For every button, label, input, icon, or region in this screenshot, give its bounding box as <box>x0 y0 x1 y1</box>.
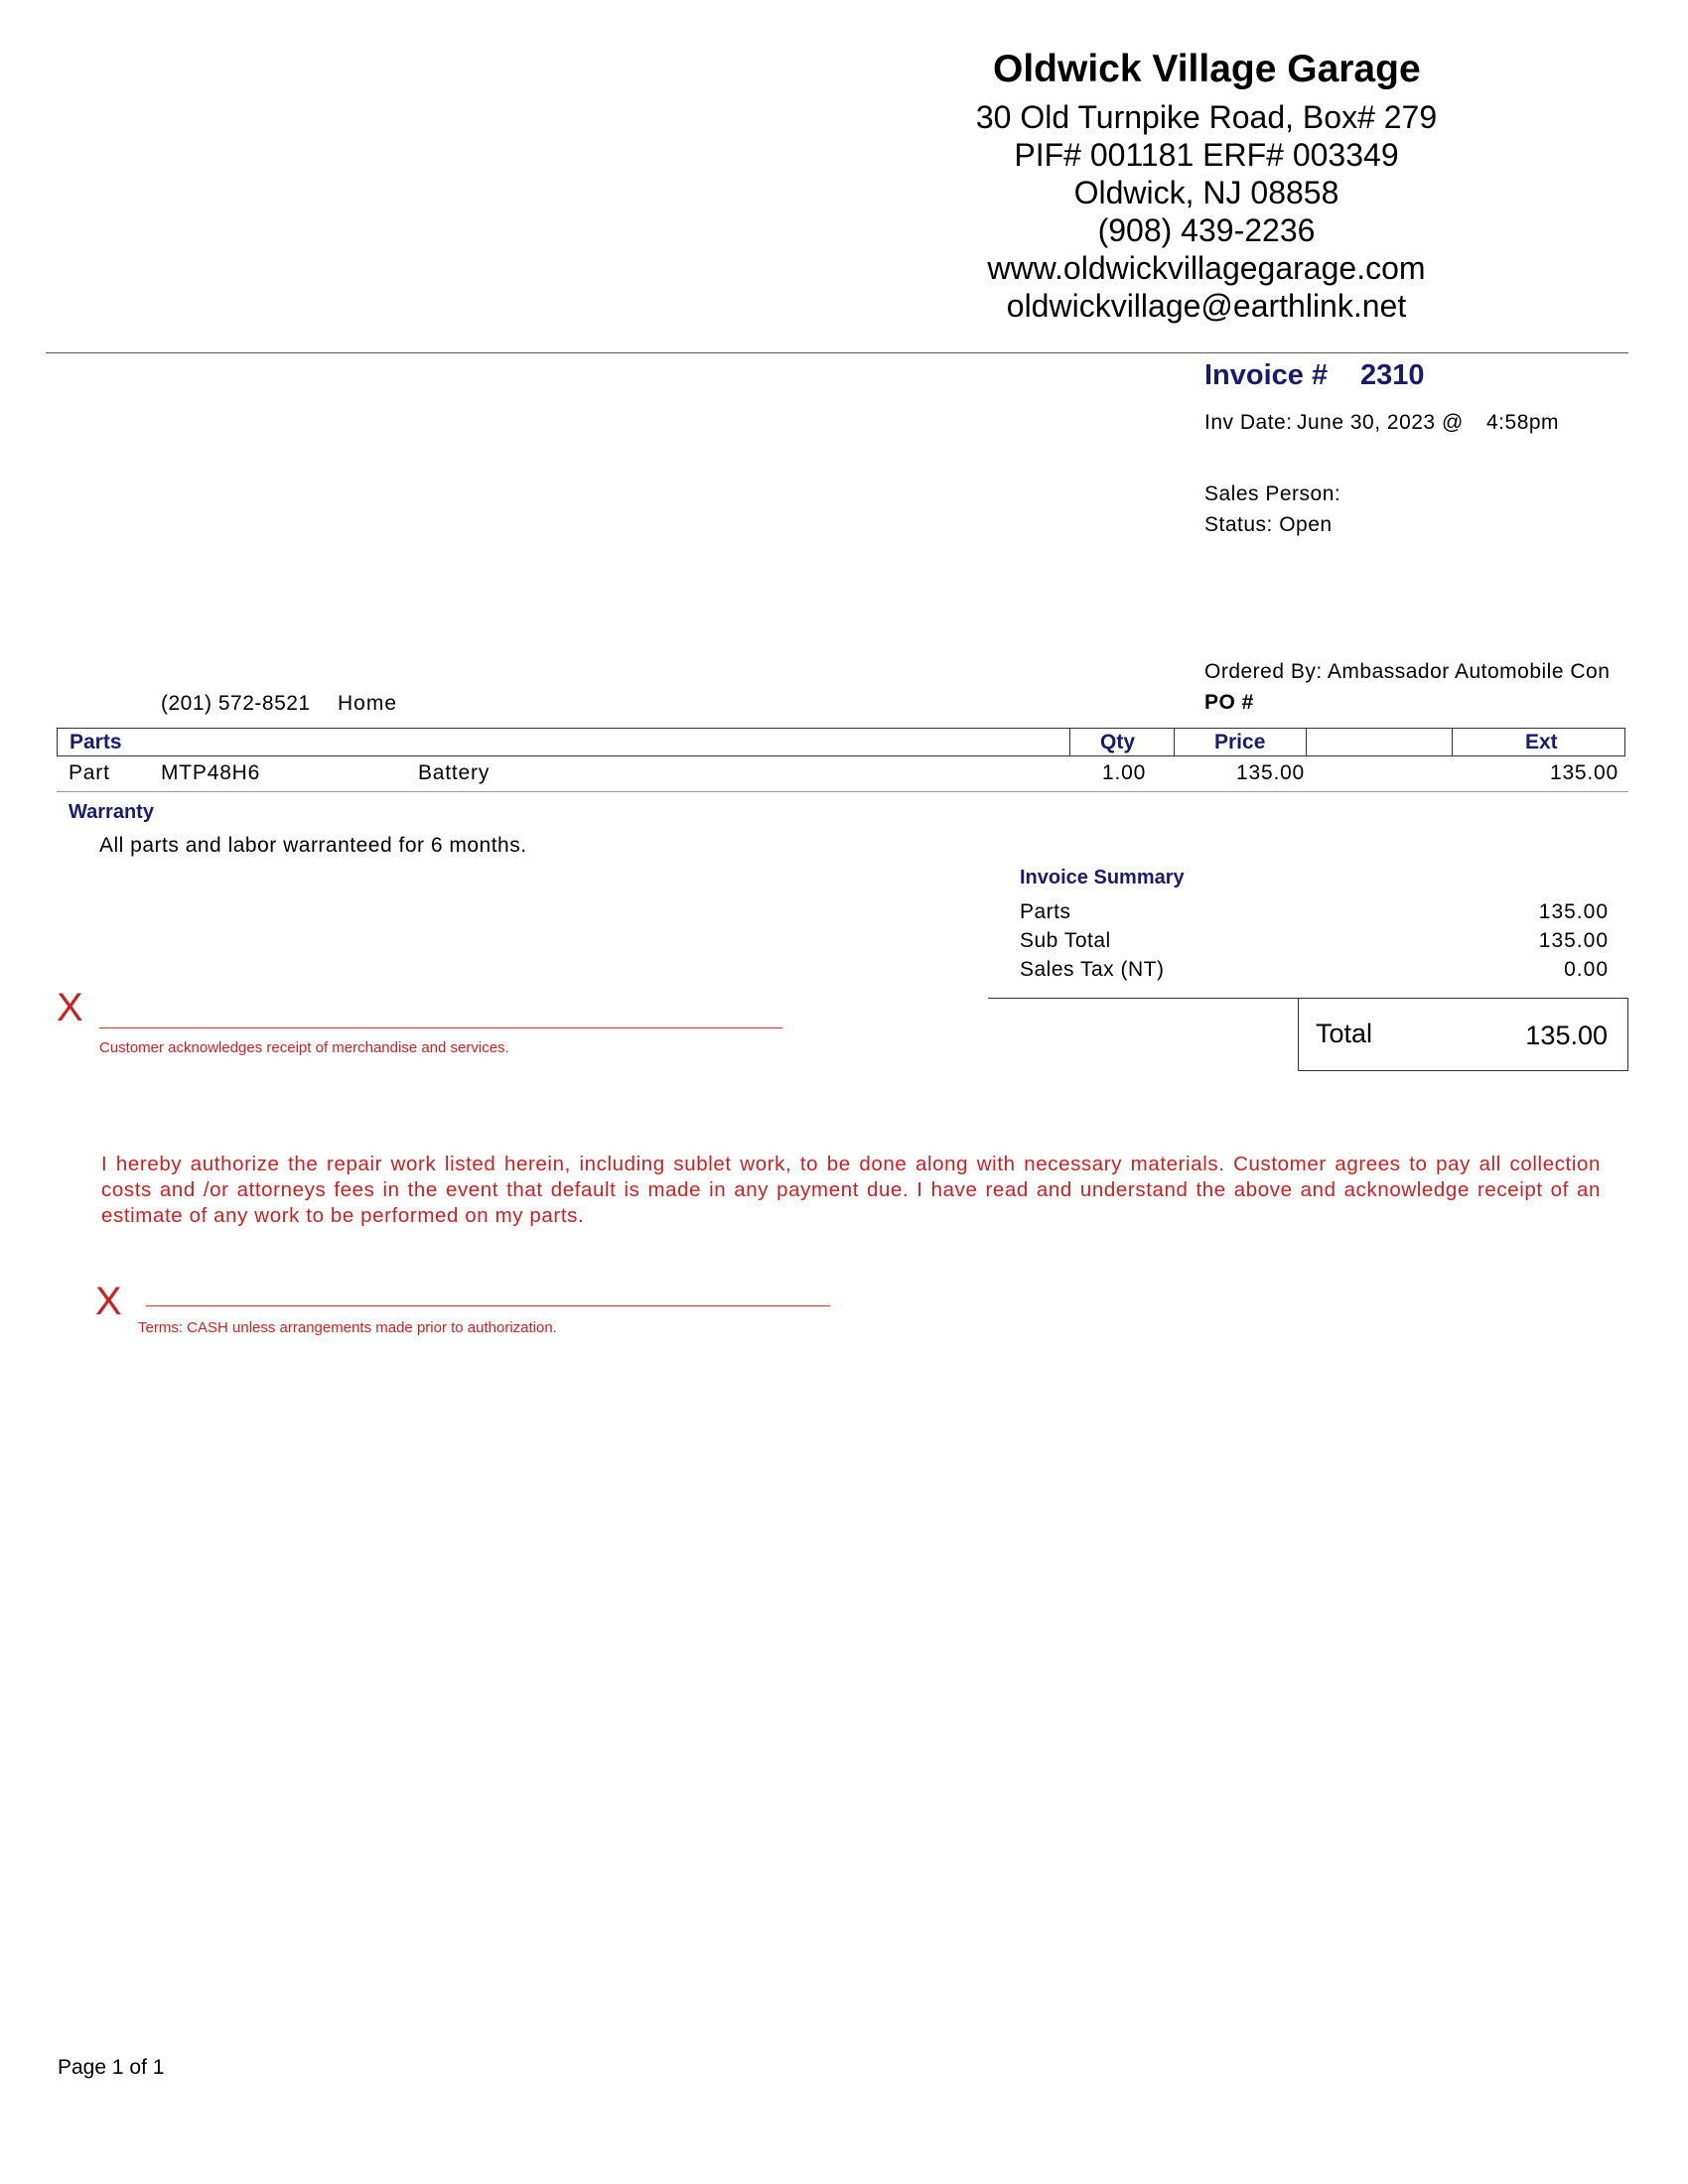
signature-caption: Customer acknowledges receipt of merchandise and services. <box>99 1039 509 1056</box>
total-box <box>1298 998 1628 1071</box>
parts-column-header: Parts <box>70 731 122 753</box>
shop-phone: (908) 439-2236 <box>1097 212 1316 248</box>
total-value: 135.00 <box>1525 1021 1608 1050</box>
total-label: Total <box>1316 1019 1373 1048</box>
invoice-time: 4:58pm <box>1486 411 1560 434</box>
authorization-text <box>101 1152 1601 1229</box>
invoice-status: Status: Open <box>1204 513 1333 536</box>
po-label: PO # <box>1204 691 1254 714</box>
summary-divider <box>988 998 1298 999</box>
summary-parts-value: 135.00 <box>1538 900 1609 923</box>
parts-table-header <box>57 728 1625 756</box>
customer-phone: (201) 572-8521 <box>161 692 311 715</box>
shop-website: www.oldwickvillagegarage.com <box>987 250 1426 286</box>
qty-column-header: Qty <box>1100 731 1136 753</box>
authorization-line-1: I hereby authorize the repair work listed herein, including sublet work, to be done along with necessary materials. Customer agrees to pay all collection <box>101 1153 1601 1175</box>
part-type: Part <box>69 761 110 784</box>
shop-address: 30 Old Turnpike Road, Box# 279 <box>975 99 1438 135</box>
page-number: Page 1 of 1 <box>58 2056 165 2079</box>
shop-city: Oldwick, NJ 08858 <box>1073 175 1339 210</box>
invoice-number: 2310 <box>1360 359 1425 391</box>
part-description: Battery <box>418 761 491 784</box>
ordered-by: Ordered By: Ambassador Automobile Con <box>1204 660 1611 683</box>
summary-title: Invoice Summary <box>1020 867 1185 888</box>
summary-parts-label: Parts <box>1020 900 1071 923</box>
ext-column-header: Ext <box>1525 731 1558 753</box>
part-qty: 1.00 <box>1102 761 1147 784</box>
summary-tax-label: Sales Tax (NT) <box>1020 958 1165 981</box>
signature-mark: X <box>57 986 83 1029</box>
invoice-date: June 30, 2023 @ <box>1297 411 1464 434</box>
authorization-signature-line[interactable] <box>146 1305 830 1306</box>
part-price: 135.00 <box>1236 761 1306 784</box>
authorization-line-2: costs and /or attorneys fees in the event that default is made in any payment due. I have read and understand the above and acknowledge receipt of an <box>101 1178 1601 1201</box>
header-divider <box>46 352 1628 353</box>
summary-subtotal-label: Sub Total <box>1020 929 1111 952</box>
part-number: MTP48H6 <box>161 761 261 784</box>
authorization-line-3: estimate of any work to be performed on my parts. <box>101 1204 585 1227</box>
terms-caption: Terms: CASH unless arrangements made prior to authorization. <box>138 1319 557 1336</box>
row-divider <box>57 791 1628 792</box>
signature-line[interactable] <box>99 1027 782 1028</box>
warranty-text: All parts and labor warranteed for 6 months. <box>99 834 527 857</box>
sales-person: Sales Person: <box>1204 482 1341 505</box>
summary-tax-value: 0.00 <box>1564 958 1609 981</box>
shop-email: oldwickvillage@earthlink.net <box>1006 288 1407 324</box>
summary-subtotal-value: 135.00 <box>1538 929 1609 952</box>
part-ext: 135.00 <box>1549 761 1618 784</box>
shop-name: Oldwick Village Garage <box>993 48 1421 90</box>
invoice-label: Invoice # <box>1204 359 1329 391</box>
customer-phone-type: Home <box>338 692 398 715</box>
invoice-date-label: Inv Date: <box>1204 411 1293 434</box>
price-column-header: Price <box>1214 731 1266 753</box>
authorization-signature-mark: X <box>95 1280 122 1323</box>
warranty-title: Warranty <box>69 801 154 823</box>
shop-license: PIF# 001181 ERF# 003349 <box>1014 137 1399 173</box>
